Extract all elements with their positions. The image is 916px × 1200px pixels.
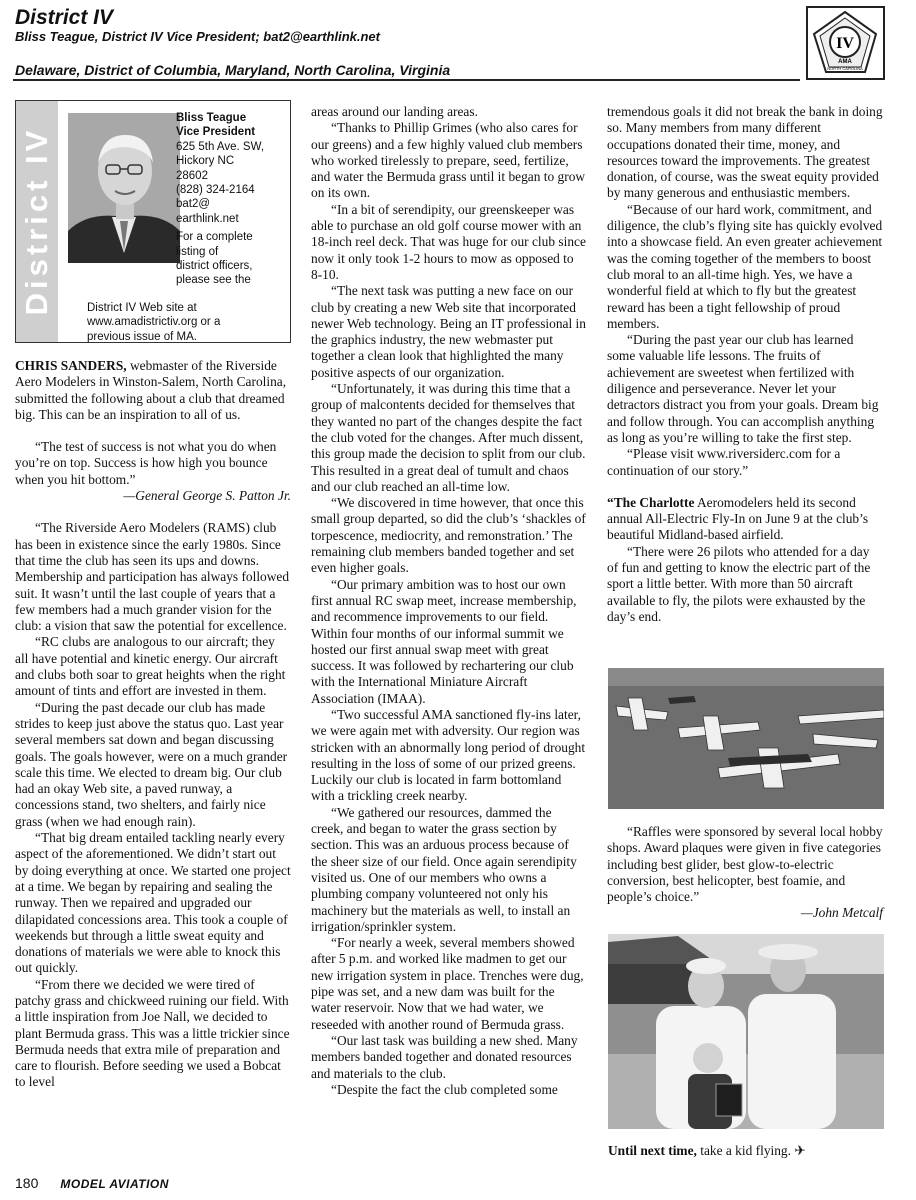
vp-role: Vice President [176, 126, 256, 139]
note-line: district officers, [176, 260, 253, 273]
body-paragraph: “The next task was putting a new face on our club by creating a new Web site that incorporated newer Web technology. Being an IT professional in the graphics industry, the new webmaster put together a clean look that highlighted the many positive aspects of our organization. [311, 283, 586, 380]
aircraft-photo [608, 668, 884, 809]
quote-attribution: —General George S. Patton Jr. [123, 488, 291, 504]
body-paragraph: “In a bit of serendipity, our greenskeeper was able to purchase an old golf course mower with an 18-inch reel deck. That was huge for our club since now it only took 1-2 hours to mow as opposed to 8-10. [311, 201, 586, 282]
intro-lead: CHRIS SANDERS, [15, 358, 127, 373]
header-rule [13, 79, 800, 81]
phone: (828) 324-2164 [176, 184, 255, 197]
logo-caption: NORTH CAROLINA [827, 66, 863, 71]
email-part: bat2@ [176, 198, 211, 211]
closing-text: take a kid flying. [696, 1143, 791, 1158]
magazine-name: MODEL AVIATION [60, 1177, 169, 1191]
raffles-attribution: —John Metcalf [800, 905, 883, 921]
quote-text: “The test of success is not what you do when you’re on top. Success is how high you bounce when you hit bottom.” [15, 439, 277, 487]
patton-quote [15, 439, 291, 504]
body-paragraph: “Unfortunately, it was during this time that a group of malcontents decided for themselves that they wanted no part of the changes despite the fact the club voted for the changes. After much dissent, this group made the decision to split from our club. This resulted in a great deal of tumult and chaos and our club reached an all-time low. [311, 381, 586, 494]
body-paragraph: “Our primary ambition was to host our own first annual RC swap meet, increase membership, and recommence improvements to our field. Within four months of our informal summit we hosted our first annual swap meet with great success. It was followed by rechartering our club with the International Miniature Aircraft Association (IMAA). [311, 576, 577, 706]
district-vertical-banner [16, 101, 58, 342]
body-paragraph: “Despite the fact the club completed some [331, 1081, 558, 1097]
vp-name: Bliss Teague [176, 112, 247, 124]
intro-text: webmaster of the Riverside Aero Modelers in Winston-Salem, North Carolina, submitted the following about a club that dreamed big. This can be an inspiration to all of us. [15, 358, 287, 422]
vp-contact [176, 111, 286, 288]
vp-byline: Bliss Teague, District IV Vice President; bat2@earthlink.net [15, 29, 380, 44]
charlotte-text: Aeromodelers held its second annual All-Electric Fly-In on June 9 at the club’s beautiful Midland-based airfield. [607, 494, 869, 543]
note-line: listing of [176, 245, 219, 258]
vertical-title: District IV [19, 126, 54, 316]
body-paragraph: “Because of our hard work, commitment, and diligence, the club’s flying site has quickly evolved into a showcase field. An even greater achievement was the coming together of the members to boost club moral to an all-time high. Yes, we have a wonderful field at which to fly but the greatest reward has been a tight fellowship of proud members. [607, 201, 883, 331]
note-line: For a complete [176, 231, 253, 244]
closing-line [608, 1143, 806, 1159]
raffles-paragraph: “Raffles were sponsored by several local hobby shops. Award plaques were given in five categories including best glider, best glow-to-electric conversion, best helicopter, best foamie, and people’s choice.” [607, 824, 883, 905]
page-footer [15, 1175, 169, 1191]
pilots-photo [608, 934, 884, 1129]
logo-numeral: IV [836, 35, 854, 52]
body-paragraph: “During the past decade our club has made strides to keep just above the status quo. Last year several members sat down and began discussing goals. The goals however, were on a much grander scale this time. We elected to dream big. Our club had an okay Web site, a paved runway, a concessions stand, two shelters, and fairly nice grass (when we had enough rain). [15, 699, 288, 829]
body-paragraph: areas around our landing areas. [311, 104, 478, 119]
body-paragraph: “RC clubs are analogous to our aircraft; they all have potential and kinetic energy. Our aircraft and clubs both soar to great heights when the right amount of tints and effort are invested in them. [15, 634, 286, 699]
note-line: please see the [176, 274, 251, 287]
column-1 [15, 358, 291, 1091]
email-part: earthlink.net [176, 212, 239, 225]
address-line: 28602 [176, 169, 208, 182]
website-note [87, 301, 287, 344]
district-logo [806, 6, 885, 80]
closing-lead: Until next time, [608, 1143, 697, 1158]
ama-wings-icon: ✈ [794, 1143, 806, 1158]
body-paragraph: “That big dream entailed tackling nearly every aspect of the aforementioned. We didn’t start out by doing everything at once. We started one project at a time. We began by repairing and sealing the runway. Then we repaired and upgraded our dilapidated concessions area. This took a couple of weekends but through a little sweat equity and donations of materials we were able to knock this out quickly. [15, 830, 291, 976]
body-paragraph: “For nearly a week, several members showed after 5 p.m. and worked like madmen to get our new irrigation system in place. Trenches were dug, pipe was set, and a new dam was built for the water reservoir. Now that we had water, we reseeded with another round of Bermuda grass. [311, 935, 584, 1032]
note-line: www.amadistrictiv.org or a [87, 316, 221, 329]
address-line: 625 5th Ave. SW, [176, 140, 265, 153]
body-paragraph: “Please visit www.riversiderc.com for a continuation of our story.” [607, 446, 841, 478]
vp-portrait [68, 113, 180, 263]
body-paragraph: “The Riverside Aero Modelers (RAMS) club has been in existence since the early 1980s. Since that time the club has seen its ups and downs. Membership and participation has always followed suit. It wasn’t until the last couple of years that a few members had a much grander vision for the club: a vision that saw the potential for excellence. [15, 520, 290, 634]
page-number: 180 [15, 1175, 39, 1191]
raffles-block [607, 824, 883, 922]
body-paragraph: “We discovered in time however, that once this small group departed, so did the club’s ‘shackles of torpescence, mediocrity, and remonstration.’ The remaining club members banded together and set even higher goals. [311, 495, 586, 576]
column-2 [311, 104, 587, 1098]
note-line: District IV Web site at [87, 302, 197, 314]
intro-paragraph [15, 358, 291, 423]
body-paragraph: “During the past year our club has learned some valuable life lessons. The fruits of achievement are sweetest when fertilized with diligence and perseverance. Never let your detractors distract you from your goals. Dream big and follow through. You can accomplish anything as long as you’re willing to take the first step. [607, 332, 879, 445]
charlotte-paragraph [607, 495, 883, 544]
note-line: previous issue of MA. [87, 330, 197, 343]
body-paragraph: “Thanks to Phillip Grimes (who also cares for our greens) and a few highly valued club members who worked tirelessly to prepare, seed, fertilize, and water the Bermuda grass until it began to grow on its own. [311, 120, 586, 201]
charlotte-lead: “The Charlotte [607, 494, 695, 510]
body-paragraph: “From there we decided we were tired of patchy grass and chickweed ruining our field. With a little inspiration from Joe Nall, we decided to plant Bermuda grass. This was a little trickier since Bermuda needs that extra mile of preparation and care to flourish. Before seeding we used a Bobcat to level [15, 976, 290, 1090]
vp-contact-box [15, 100, 291, 343]
body-paragraph: tremendous goals it did not break the bank in doing so. Many members from many different occupations donated their time, money, and resources toward the improvements. The greatest donation, of course, was the sweat equity provided by many generous and enthusiastic members. [607, 104, 883, 201]
body-paragraph: “Two successful AMA sanctioned fly-ins later, we were again met with adversity. Our region was stricken with an abnormally long period of drought resulting in the loss of some of our prized greens. Luckily our club is located in farm bottomland with a trickling creek nearby. [311, 706, 586, 804]
body-paragraph: “Our last task was building a new shed. Many members banded together and donated resources and materials to the club. [311, 1032, 578, 1081]
logo-ama: AMA [838, 59, 852, 65]
column-3 [607, 104, 883, 625]
address-line: Hickory NC [176, 155, 235, 168]
body-paragraph: “There were 26 pilots who attended for a day of fun and getting to know the electric part of the sport a little better. With more than 50 aircraft available to fly, the pilots were exhausted by the day’s end. [607, 543, 871, 624]
district-states: Delaware, District of Columbia, Maryland, North Carolina, Virginia [15, 62, 451, 78]
body-paragraph: “We gathered our resources, dammed the creek, and began to water the grass section by section. This was an arduous process because of the sheer size of our field. Once again serendipity visited us. One of our members who owns a plumbing company volunteered not only his machinery but the materials as well, to install an irrigation/sprinkler system. [311, 804, 577, 934]
district-title: District IV [15, 6, 114, 29]
